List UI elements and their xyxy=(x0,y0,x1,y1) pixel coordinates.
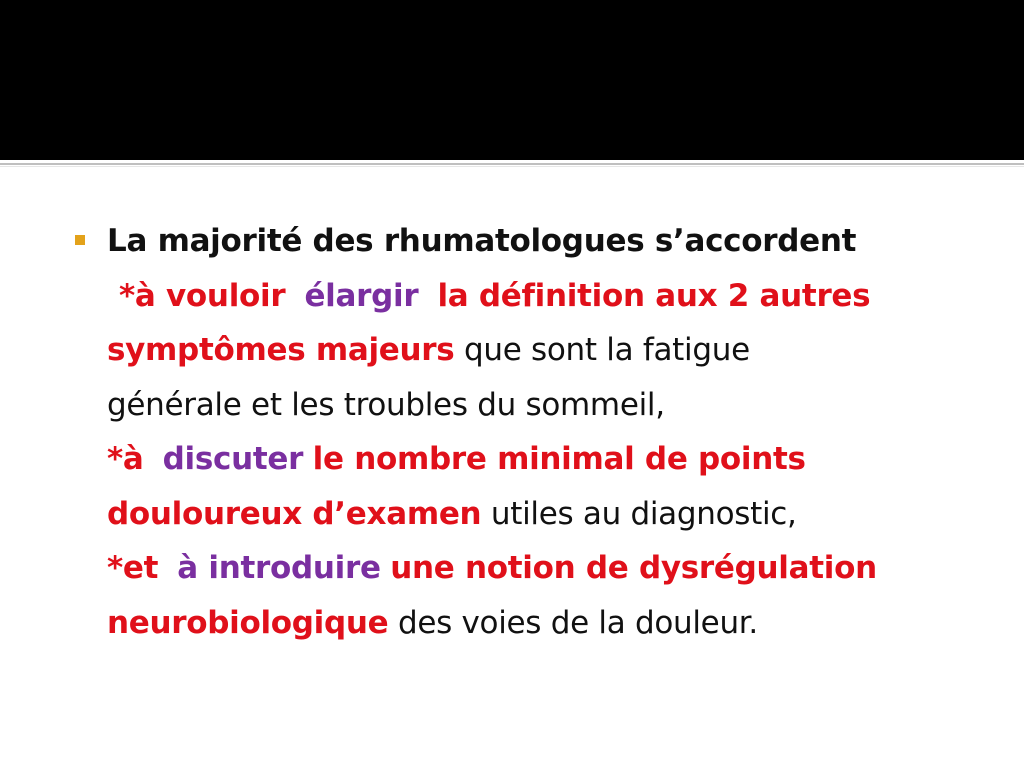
point3-line1 xyxy=(107,541,992,596)
bullet-item xyxy=(72,214,992,650)
point2-line2 xyxy=(107,487,992,542)
lead-text: La majorité des rhumatologues s’accordent xyxy=(107,223,857,259)
point3-object-a: une notion de dysrégulation xyxy=(390,550,877,586)
point3-verb: à introduire xyxy=(177,550,381,586)
point2-object-b: douloureux d’examen xyxy=(107,495,482,532)
point2-marker: *à xyxy=(107,441,144,477)
point3-line2 xyxy=(107,596,992,651)
point1-line2 xyxy=(107,323,992,378)
point3-rest: des voies de la douleur. xyxy=(397,604,758,641)
point1-rest-a: que sont la fatigue xyxy=(463,332,750,368)
point2-rest: utiles au diagnostic, xyxy=(490,495,797,532)
point1-marker: *à vouloir xyxy=(119,277,286,314)
point1-line1 xyxy=(107,269,992,324)
title-divider xyxy=(0,163,1024,167)
point1-verb: élargir xyxy=(304,277,419,314)
point3-object-b: neurobiologique xyxy=(107,604,389,641)
title-band xyxy=(0,0,1024,160)
slide-body xyxy=(72,214,992,650)
point2-object-a: le nombre minimal de points xyxy=(312,441,806,477)
point2-line1 xyxy=(107,432,992,487)
point3-marker: *et xyxy=(107,550,159,586)
point2-verb: discuter xyxy=(162,441,304,477)
point1-object-a: la définition aux 2 autres xyxy=(437,277,871,314)
point1-rest-b: générale et les troubles du sommeil, xyxy=(107,386,665,423)
bullet-square-icon xyxy=(75,235,85,245)
point1-object-b: symptômes majeurs xyxy=(107,332,455,368)
